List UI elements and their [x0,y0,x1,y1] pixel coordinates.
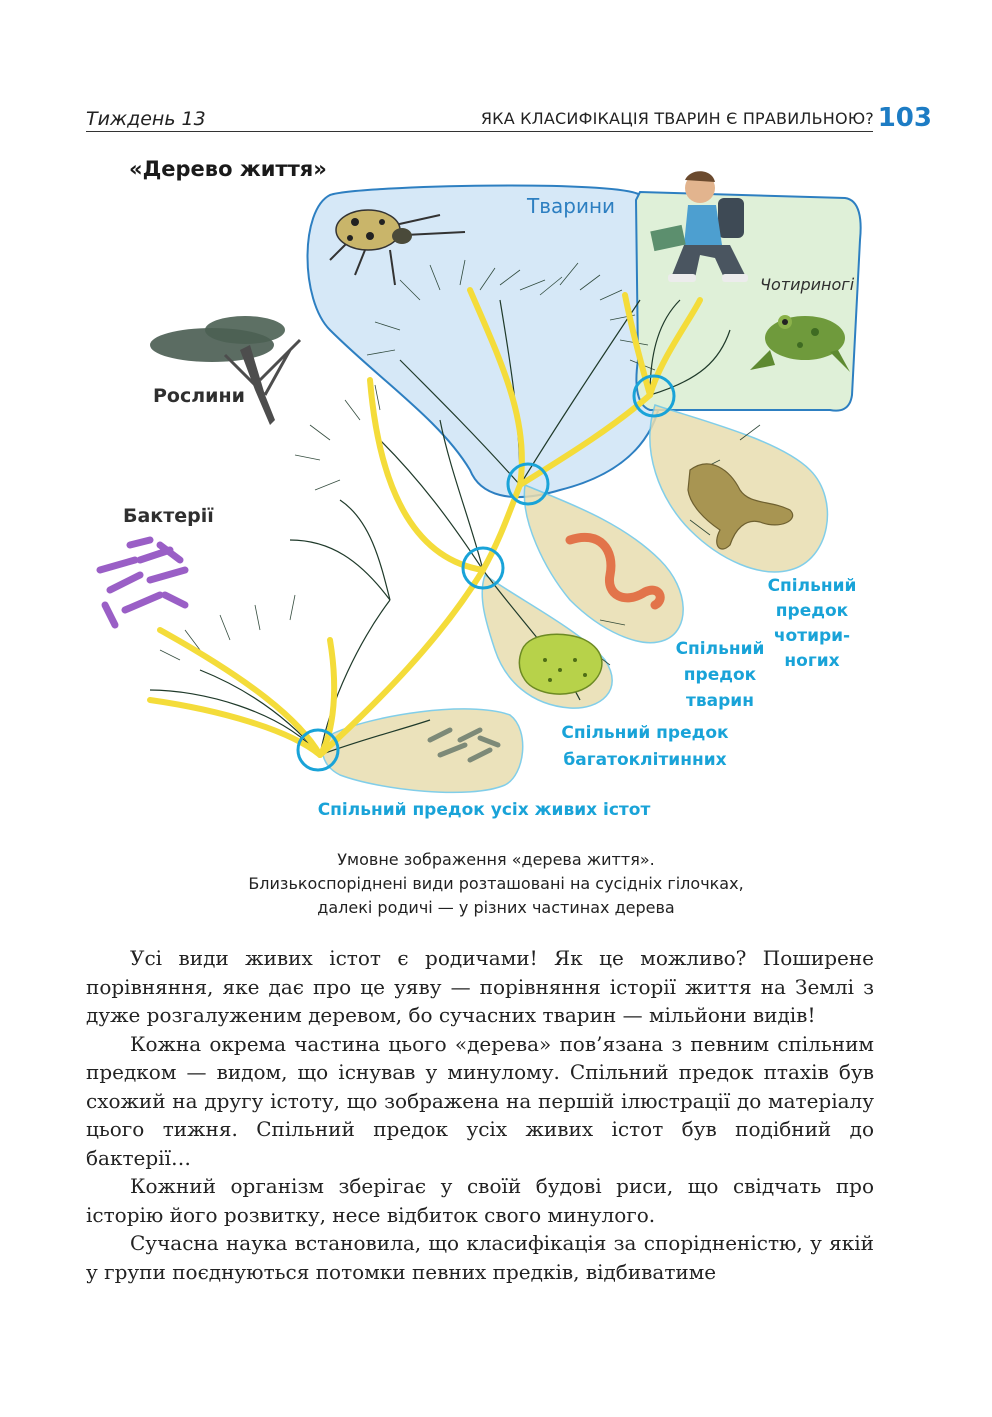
multicellular-ancestor-line: Спільний предок [561,723,729,743]
tetrapod-ancestor-line: предок [775,601,849,621]
bacteria-icon [100,540,185,625]
paragraph: Кожна окрема частина цього «дерева» пов’язана з певним спільним предком — видом, що існував у минулому. Спільний предок птахів був схожий на другу істоту, що зображена на першій ілюстрації до матеріалу цього тижня. Спільний предок усіх живих істот був подібний до бактерії… [86,1031,874,1170]
tetrapods-label: Чотириногі [760,275,855,294]
tetrapod-ancestor-line: Спільний [767,576,857,596]
paragraph: Усі види живих істот є родичами! Як це можливо? Поширене порівняння, яке дає про це уяву — порівняння історії життя на Землі з дуже розгалуженим деревом, бо сучасних тварин — мільйони видів! [86,946,874,1027]
week-label: Тиждень 13 [86,108,206,130]
figure-caption [96,848,896,920]
tetrapod-ancestor-line: чотири- [773,626,851,646]
tetrapod-ancestor-line: ногих [784,651,840,671]
tetrapod-ancestor-label [768,576,857,671]
figure-title: «Дерево життя» [129,157,327,181]
paragraph: Кожний організм зберігає у своїй будові риси, що свідчать про історію його розвитку, несе відбиток свого минулого. [86,1174,874,1227]
paragraph: Сучасна наука встановила, що класифікація за спорідненістю, у якій у групи поєднуються потомки певних предків, відбиватиме [86,1231,874,1284]
caption-line: Умовне зображення «дерева життя». [337,850,655,869]
animal-ancestor-line: тварин [686,691,754,711]
bacteria-label: Бактерії [123,505,214,527]
page-number: 103 [877,103,932,133]
caption-line: Близькоспоріднені види розташовані на сусідніх гілочках, [248,874,744,893]
caption-line: далекі родичі — у різних частинах дерева [317,898,675,917]
multicellular-ancestor-label [561,723,729,770]
section-title: ЯКА КЛАСИФІКАЦІЯ ТВАРИН Є ПРАВИЛЬНОЮ? [480,109,874,128]
tetrapods-zone [636,192,861,411]
plants-label: Рослини [153,385,245,407]
tree-icon [150,316,300,425]
multicellular-ancestor-line: багатоклітинних [563,750,727,770]
header-rule [86,131,873,132]
common-ancestor-label: Спільний предок усіх живих істот [317,800,651,820]
tree-of-life-figure [86,170,906,830]
cell-icon [519,634,602,694]
animal-ancestor-line: предок [683,665,757,685]
animal-ancestor-line: Спільний [675,639,765,659]
animals-label: Тварини [527,194,616,218]
animal-ancestor-label [676,639,765,711]
body-text [86,944,874,1286]
